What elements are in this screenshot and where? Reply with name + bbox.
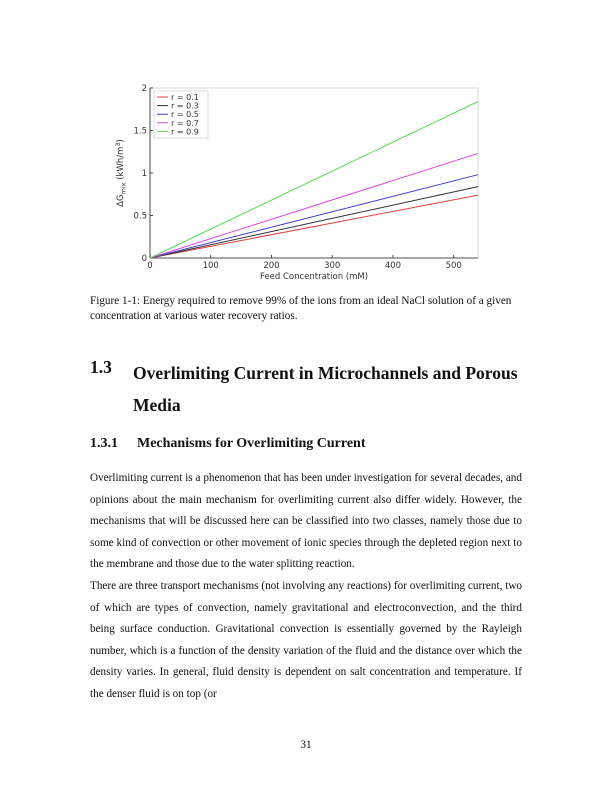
x-tick-label: 200 — [263, 261, 280, 271]
page-number: 31 — [300, 739, 312, 751]
subsection-number: 1.3.1 — [90, 436, 118, 451]
x-tick-label: 500 — [445, 261, 462, 271]
section-title: Overlimiting Current in Microchannels and Porous Media — [133, 363, 518, 415]
y-tick-label: 0.5 — [133, 211, 147, 222]
x-axis-label: Feed Concentration (mM) — [259, 272, 369, 282]
paragraph: Overlimiting current is a phenomenon that has been under investigation for several decades, and opinions about the main mechanism for overlimiting current also differ widely. However, the mechanisms that will be discussed here can be classified into two classes, namely those due to some kind of convection or other movement of ionic species through the depleted region next to the membrane and those due to the water splitting reaction. — [90, 472, 522, 571]
figure — [108, 76, 488, 286]
series-line — [150, 187, 478, 258]
figure-caption: Figure 1-1: Energy required to remove 99% of the ions from an ideal NaCl solution of a given concentration at various water recovery ratios. — [90, 295, 512, 322]
series-line — [150, 153, 478, 258]
body-text — [90, 468, 522, 706]
legend-label: r = 0.7 — [171, 118, 199, 128]
series-line — [150, 195, 478, 258]
paragraph: There are three transport mechanisms (not involving any reactions) for overlimiting current, two of which are types of convection, namely gravitational and electroconvection, and the third being surface conduction. Gravitational convection is essentially governed by the Rayleigh number, which is a function of the density variation of the fluid and the distance over which the density varies. In general, fluid density is dependent on salt concentration and temperature. If the denser fluid is on top (or — [90, 579, 522, 700]
legend-label: r = 0.5 — [171, 110, 199, 120]
x-tick-label: 400 — [384, 261, 402, 271]
line-chart — [108, 76, 488, 286]
section-number: 1.3 — [90, 357, 112, 377]
legend-label: r = 0.3 — [171, 101, 199, 111]
y-axis-label — [114, 139, 128, 207]
y-tick-label: 1 — [141, 169, 147, 179]
x-tick-label: 300 — [324, 261, 341, 271]
x-tick-label: 0 — [147, 261, 153, 271]
y-label-unit: (kWh/m — [116, 146, 126, 183]
series-line — [150, 175, 478, 258]
y-label-close: ) — [116, 139, 126, 143]
x-tick-label: 100 — [202, 261, 219, 271]
legend-label: r = 0.1 — [171, 93, 199, 102]
subsection-title: Mechanisms for Overlimiting Current — [137, 436, 366, 451]
y-label-symbol: ΔG — [116, 194, 126, 207]
y-label-subscript: mix — [119, 182, 128, 195]
y-label-superscript: 3 — [114, 142, 122, 147]
y-tick-label: 1.5 — [133, 126, 147, 137]
y-tick-label: 2 — [141, 84, 147, 94]
y-tick-label: 0 — [141, 254, 147, 264]
legend-label: r = 0.9 — [171, 127, 199, 137]
